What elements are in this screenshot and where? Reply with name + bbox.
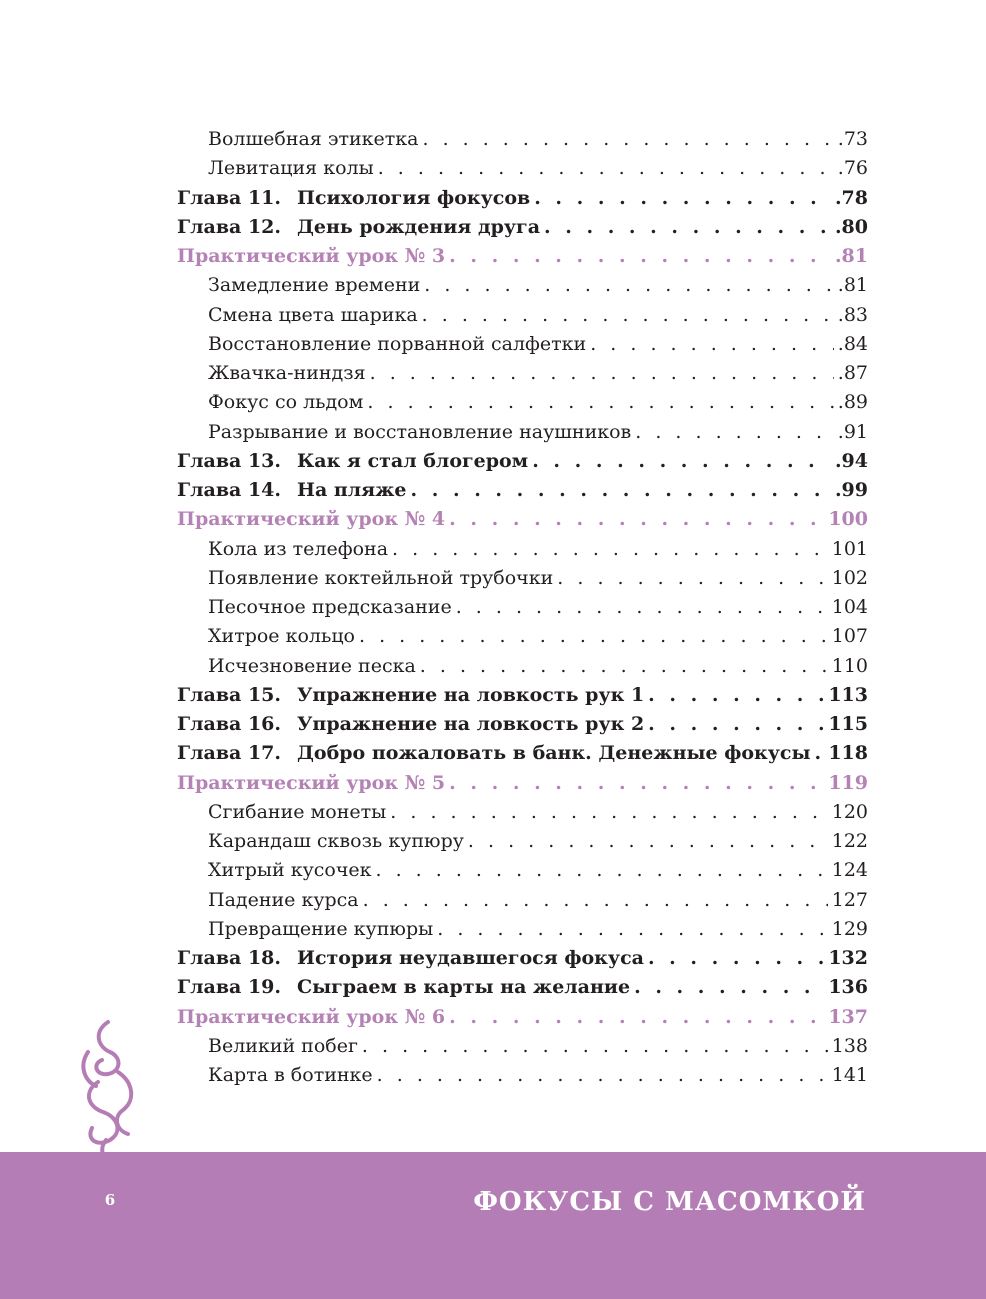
toc-chapter-number: Глава 14. — [177, 479, 282, 501]
toc-title: Карандаш сквозь купюру — [208, 830, 464, 852]
toc-title-wrap — [208, 359, 366, 388]
toc-item-row — [177, 856, 868, 885]
dot-leader — [370, 359, 834, 388]
dot-leader — [544, 213, 831, 242]
toc-title-wrap — [208, 564, 553, 593]
toc-title: Смена цвета шарика — [208, 303, 418, 326]
toc-title-wrap — [208, 1061, 373, 1090]
toc-page-number: 101 — [831, 537, 868, 560]
dot-leader — [367, 388, 833, 417]
toc-item-row — [177, 1032, 868, 1061]
toc-item-row — [177, 886, 868, 915]
toc-title: Падение курса — [208, 888, 359, 911]
toc-page-number: .91 — [837, 420, 868, 443]
toc-item-row — [177, 652, 868, 681]
dot-leader — [648, 710, 824, 739]
toc-chapter-row — [177, 184, 868, 213]
dot-leader — [449, 1003, 824, 1032]
toc-title-wrap — [177, 1003, 445, 1032]
toc-title: Упражнение на ловкость рук 2 — [297, 713, 645, 735]
toc-page-number: 118 — [828, 742, 868, 765]
dot-leader — [437, 915, 828, 944]
toc-title-wrap — [208, 827, 464, 856]
toc-item-row — [177, 564, 868, 593]
toc-title: Песочное предсказание — [208, 596, 452, 618]
toc-page-number: 102 — [831, 566, 868, 589]
dot-leader — [377, 1061, 828, 1090]
dot-leader — [557, 564, 827, 593]
toc-page-number: .94 — [834, 449, 868, 472]
dot-leader — [376, 856, 828, 885]
toc-page-number: 132 — [828, 947, 868, 969]
toc-title: Практический урок № 3 — [177, 245, 446, 267]
toc-item-row — [177, 359, 868, 388]
dot-leader — [815, 739, 825, 768]
toc-page-number: .80 — [834, 215, 868, 238]
toc-title: Кола из телефона — [208, 537, 389, 560]
toc-page-number: .84 — [837, 332, 868, 355]
dot-leader — [392, 535, 828, 564]
toc-item-row — [177, 535, 868, 564]
toc-page-number: 104 — [831, 596, 868, 618]
toc-chapter-row — [177, 476, 868, 505]
toc-title: Психология фокусов — [297, 186, 531, 209]
toc-chapter-row — [177, 739, 868, 768]
dot-leader — [420, 652, 828, 681]
toc-item-row — [177, 593, 868, 622]
toc-chapter-row — [177, 681, 868, 710]
dot-leader — [422, 125, 833, 154]
toc-title-wrap — [177, 505, 445, 534]
dot-leader — [449, 505, 824, 534]
toc-page-number: 127 — [831, 888, 868, 911]
dot-leader — [456, 593, 828, 622]
toc-item-row — [177, 915, 868, 944]
dot-leader — [468, 827, 828, 856]
toc-page-number: 110 — [831, 654, 868, 677]
dot-leader — [449, 242, 831, 271]
table-of-contents — [177, 125, 868, 1090]
dot-leader — [449, 769, 824, 798]
toc-title-wrap — [177, 769, 445, 798]
toc-title-wrap — [208, 535, 388, 564]
toc-title: Практический урок № 5 — [177, 771, 446, 794]
dot-leader — [534, 184, 831, 213]
toc-page-number: 129 — [831, 917, 868, 940]
toc-chapter-number: Глава 17. — [177, 742, 282, 765]
toc-lesson-row — [177, 242, 868, 271]
toc-item-row — [177, 418, 868, 447]
toc-page-number: 136 — [828, 976, 868, 999]
toc-title: Практический урок № 4 — [177, 508, 446, 531]
toc-title-wrap — [208, 418, 631, 447]
toc-title-wrap — [208, 915, 433, 944]
toc-title-wrap — [177, 681, 644, 710]
toc-title-wrap — [208, 652, 416, 681]
toc-title: Практический урок № 6 — [177, 1005, 446, 1028]
toc-page-number: .83 — [837, 303, 868, 326]
toc-title: Превращение купюры — [208, 917, 434, 940]
dot-leader — [359, 622, 828, 651]
toc-title-wrap — [208, 271, 420, 300]
toc-page-number: 137 — [828, 1005, 868, 1028]
toc-chapter-number: Глава 16. — [177, 713, 282, 735]
toc-item-row — [177, 798, 868, 827]
toc-title: Восстановление порванной салфетки — [208, 332, 587, 355]
toc-lesson-row — [177, 1003, 868, 1032]
toc-chapter-number: Глава 19. — [177, 976, 282, 999]
toc-item-row — [177, 827, 868, 856]
toc-title-wrap — [177, 213, 540, 242]
toc-page-number: 138 — [831, 1034, 868, 1057]
toc-chapter-row — [177, 213, 868, 242]
dot-leader — [634, 973, 824, 1002]
toc-title-wrap — [208, 154, 374, 183]
toc-title: Хитрое кольцо — [208, 625, 355, 648]
toc-title: История неудавшегося фокуса — [297, 947, 644, 969]
toc-title-wrap — [208, 622, 355, 651]
toc-item-row — [177, 622, 868, 651]
toc-page-number: .81 — [834, 245, 868, 267]
toc-page-number: 122 — [831, 830, 868, 852]
toc-lesson-row — [177, 769, 868, 798]
toc-page-number: .73 — [837, 128, 868, 150]
toc-title-wrap — [177, 973, 630, 1002]
dot-leader — [422, 301, 834, 330]
toc-title-wrap — [208, 856, 372, 885]
toc-page-number: .99 — [834, 479, 868, 501]
toc-title: Замедление времени — [208, 274, 421, 297]
toc-chapter-number: Глава 12. — [177, 215, 282, 238]
dot-leader — [424, 271, 834, 300]
toc-chapter-row — [177, 944, 868, 973]
toc-page-number: 115 — [828, 713, 868, 735]
toc-chapter-row — [177, 973, 868, 1002]
dot-leader — [363, 886, 828, 915]
toc-item-row — [177, 125, 868, 154]
toc-page-number: 120 — [831, 800, 868, 823]
toc-title-wrap — [208, 125, 418, 154]
toc-title-wrap — [208, 886, 359, 915]
toc-title: Жвачка-ниндзя — [208, 362, 366, 384]
toc-title: Фокус со льдом — [208, 391, 364, 414]
toc-page-number: .89 — [837, 391, 868, 414]
toc-title-wrap — [208, 301, 418, 330]
toc-title-wrap — [208, 593, 452, 622]
dot-leader — [590, 330, 834, 359]
toc-item-row — [177, 154, 868, 183]
toc-title-wrap — [208, 1032, 358, 1061]
toc-page-number: .76 — [837, 157, 868, 180]
toc-title: Хитрый кусочек — [208, 859, 372, 882]
toc-title: Левитация колы — [208, 157, 374, 180]
toc-title: Сгибание монеты — [208, 800, 387, 823]
toc-title-wrap — [177, 184, 530, 213]
toc-page-number: .81 — [837, 274, 868, 297]
toc-item-row — [177, 1061, 868, 1090]
toc-title-wrap — [177, 242, 445, 271]
toc-chapter-number: Глава 18. — [177, 947, 282, 969]
footer-band — [0, 1152, 986, 1299]
toc-title-wrap — [177, 476, 407, 505]
toc-title-wrap — [208, 798, 386, 827]
toc-chapter-row — [177, 447, 868, 476]
toc-title: Великий побег — [208, 1034, 358, 1057]
toc-page-number: 113 — [828, 683, 868, 706]
toc-title: Как я стал блогером — [297, 449, 529, 472]
toc-chapter-number: Глава 13. — [177, 449, 282, 472]
toc-title: Добро пожаловать в банк. Денежные фокусы — [297, 742, 811, 765]
toc-page-number: 124 — [831, 859, 868, 882]
dot-leader — [362, 1032, 828, 1061]
toc-chapter-row — [177, 710, 868, 739]
toc-page-number: 107 — [831, 625, 868, 648]
toc-title-wrap — [208, 330, 586, 359]
toc-title: Исчезновение песка — [208, 654, 416, 677]
toc-item-row — [177, 388, 868, 417]
dot-leader — [648, 681, 824, 710]
dot-leader — [411, 476, 831, 505]
toc-title: Появление коктейльной трубочки — [208, 566, 554, 589]
smoke-swirl-icon — [83, 1022, 131, 1164]
page-number: 6 — [104, 1191, 116, 1209]
toc-title-wrap — [177, 944, 644, 973]
toc-title: Карта в ботинке — [208, 1064, 373, 1086]
toc-item-row — [177, 271, 868, 300]
toc-title-wrap — [177, 447, 528, 476]
toc-title: Упражнение на ловкость рук 1 — [297, 683, 645, 706]
toc-title-wrap — [177, 710, 644, 739]
toc-title: Волшебная этикетка — [208, 128, 419, 150]
toc-title-wrap — [177, 739, 811, 768]
toc-page-number: .78 — [834, 186, 868, 209]
toc-lesson-row — [177, 505, 868, 534]
dot-leader — [635, 418, 834, 447]
dot-leader — [532, 447, 831, 476]
toc-page-number: 119 — [828, 771, 868, 794]
toc-title: На пляже — [297, 479, 407, 501]
dot-leader — [648, 944, 824, 973]
toc-title: Разрывание и восстановление наушников — [208, 420, 632, 443]
dot-leader — [378, 154, 834, 183]
toc-title: День рождения друга — [297, 215, 541, 238]
toc-title-wrap — [208, 388, 363, 417]
toc-chapter-number: Глава 11. — [177, 186, 282, 209]
toc-page-number: 141 — [831, 1064, 868, 1086]
toc-item-row — [177, 330, 868, 359]
toc-chapter-number: Глава 15. — [177, 683, 282, 706]
dot-leader — [390, 798, 827, 827]
toc-page-number: .87 — [837, 362, 868, 384]
book-title: ФОКУСЫ С МАСОМКОЙ — [473, 1187, 866, 1217]
toc-item-row — [177, 301, 868, 330]
toc-title: Сыграем в карты на желание — [297, 976, 631, 999]
toc-page-number: 100 — [828, 508, 868, 531]
